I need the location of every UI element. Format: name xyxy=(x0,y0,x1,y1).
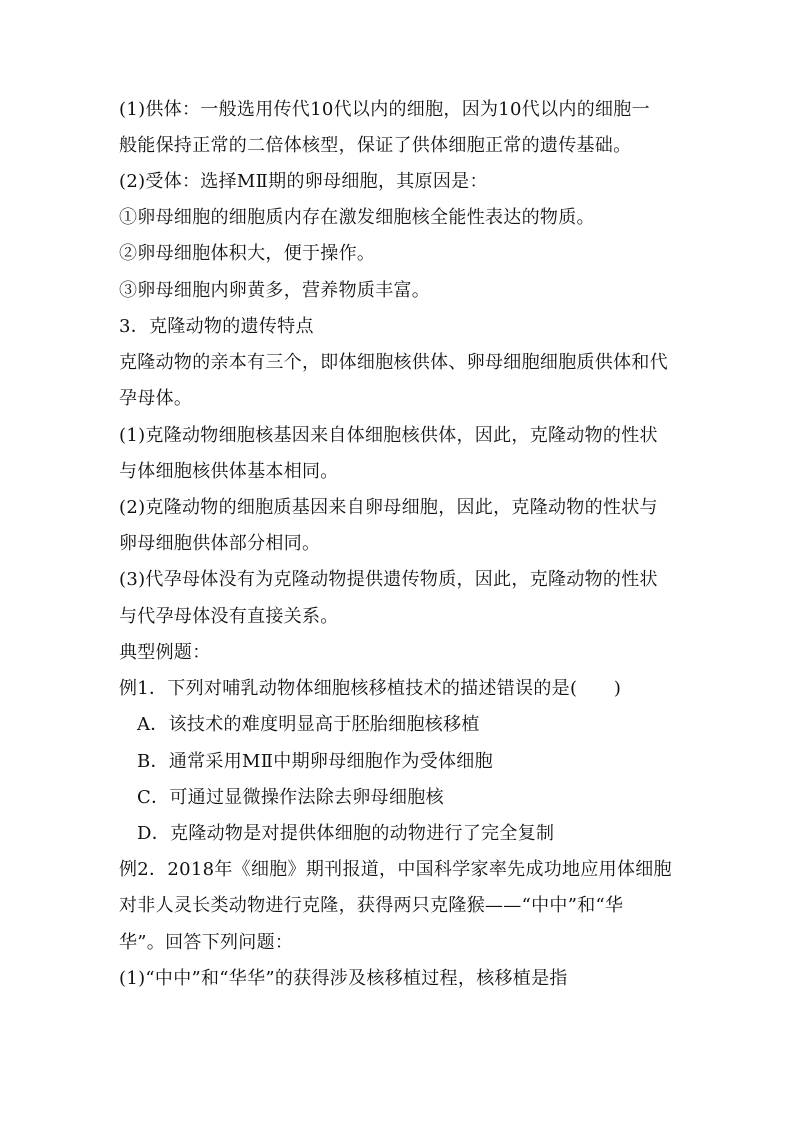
text-line: 华”。回答下列问题： xyxy=(119,932,294,953)
text-line: 与代孕母体没有直接关系。 xyxy=(119,606,339,627)
examples-heading: 典型例题： xyxy=(119,642,211,663)
text-line: 孕母体。 xyxy=(119,388,193,409)
option-d: D．克隆动物是对提供体细胞的动物进行了完全复制 xyxy=(137,823,555,844)
text-line: 般能保持正常的二倍体核型，保证了供体细胞正常的遗传基础。 xyxy=(119,135,632,156)
option-c: C．可通过显微操作法除去卵母细胞核 xyxy=(137,787,444,808)
text-line: 克隆动物的亲本有三个，即体细胞核供体、卵母细胞细胞质供体和代 xyxy=(119,352,668,373)
text-line: (1)供体：一般选用传代10代以内的细胞，因为10代以内的细胞一 xyxy=(119,99,650,120)
text-line: (2)克隆动物的细胞质基因来自卵母细胞，因此，克隆动物的性状与 xyxy=(119,497,658,518)
text-line: 对非人灵长类动物进行克隆，获得两只克隆猴——“中中”和“华 xyxy=(119,895,624,916)
text-line: ③卵母细胞内卵黄多，营养物质丰富。 xyxy=(119,280,431,301)
text-line: (1)“中中”和“华华”的获得涉及核移植过程，核移植是指 xyxy=(119,968,568,989)
option-a: A．该技术的难度明显高于胚胎细胞核移植 xyxy=(137,714,480,735)
text-line: ①卵母细胞的细胞质内存在激发细胞核全能性表达的物质。 xyxy=(119,207,595,228)
text-line: (2)受体：选择MⅡ期的卵母细胞，其原因是： xyxy=(119,171,488,192)
text-line: 与体细胞核供体基本相同。 xyxy=(119,461,339,482)
question-1: 例1．下列对哺乳动物体细胞核移植技术的描述错误的是( ) xyxy=(119,678,622,699)
text-line: ②卵母细胞体积大，便于操作。 xyxy=(119,243,376,264)
text-line: 卵母细胞供体部分相同。 xyxy=(119,533,321,554)
section-heading: 3．克隆动物的遗传特点 xyxy=(119,316,314,337)
option-b: B．通常采用MⅡ中期卵母细胞作为受体细胞 xyxy=(137,751,493,772)
question-2: 例2．2018年《细胞》期刊报道，中国科学家率先成功地应用体细胞 xyxy=(119,859,672,880)
text-line: (3)代孕母体没有为克隆动物提供遗传物质，因此，克隆动物的性状 xyxy=(119,569,658,590)
text-line: (1)克隆动物细胞核基因来自体细胞核供体，因此，克隆动物的性状 xyxy=(119,425,658,446)
